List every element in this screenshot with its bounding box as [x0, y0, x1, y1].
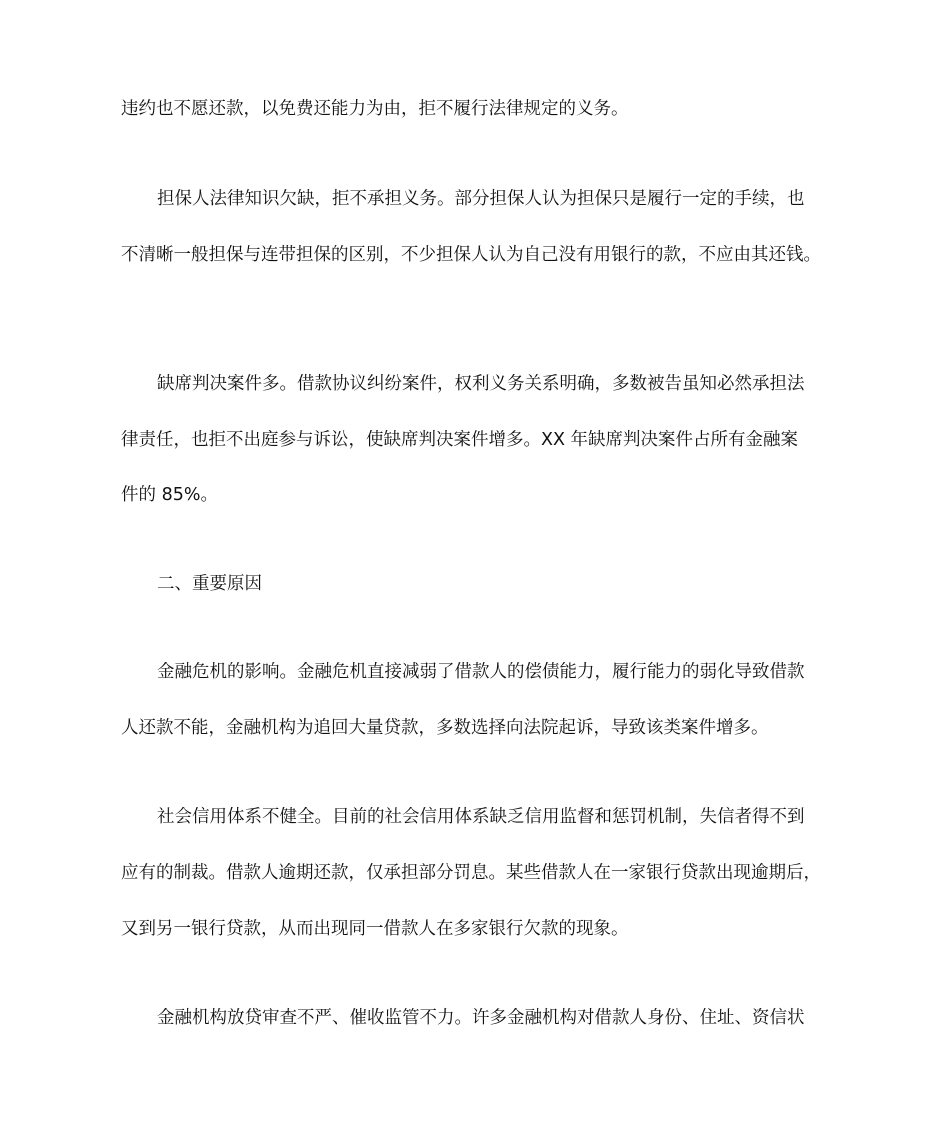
paragraph-default-judgment-line-1: 缺席判决案件多。借款协议纠纷案件，权利义务关系明确，多数被告虽知必然承担法 — [157, 374, 805, 394]
paragraph-credit-system-line-3: 又到另一银行贷款，从而出现同一借款人在多家银行欠款的现象。 — [121, 919, 629, 939]
paragraph-default-judgment-line-2: 律责任，也拒不出庭参与诉讼，使缺席判决案件增多。XX 年缺席判决案件占所有金融案 — [121, 430, 799, 450]
paragraph-credit-system-line-2: 应有的制裁。借款人逾期还款，仅承担部分罚息。某些借款人在一家银行贷款出现逾期后， — [121, 863, 821, 883]
paragraph-lending-review-line-1: 金融机构放贷审查不严、催收监管不力。许多金融机构对借款人身份、住址、资信状 — [157, 1008, 805, 1028]
paragraph-financial-crisis-line-2: 人还款不能，金融机构为追回大量贷款，多数选择向法院起诉，导致该类案件增多。 — [121, 718, 769, 738]
paragraph-credit-system-line-1: 社会信用体系不健全。目前的社会信用体系缺乏信用监督和惩罚机制，失信者得不到 — [157, 807, 805, 827]
paragraph-financial-crisis-line-1: 金融危机的影响。金融危机直接减弱了借款人的偿债能力，履行能力的弱化导致借款 — [157, 662, 805, 682]
section-heading: 二、重要原因 — [157, 574, 262, 594]
paragraph-guarantor-line-2: 不清晰一般担保与连带担保的区别，不少担保人认为自己没有用银行的款，不应由其还钱。 — [121, 245, 821, 265]
paragraph-default-judgment-line-3: 件的 85%。 — [121, 485, 218, 505]
text-line: 违约也不愿还款，以免费还能力为由，拒不履行法律规定的义务。 — [121, 99, 629, 119]
paragraph-guarantor-line-1: 担保人法律知识欠缺，拒不承担义务。部分担保人认为担保只是履行一定的手续，也 — [157, 189, 805, 209]
